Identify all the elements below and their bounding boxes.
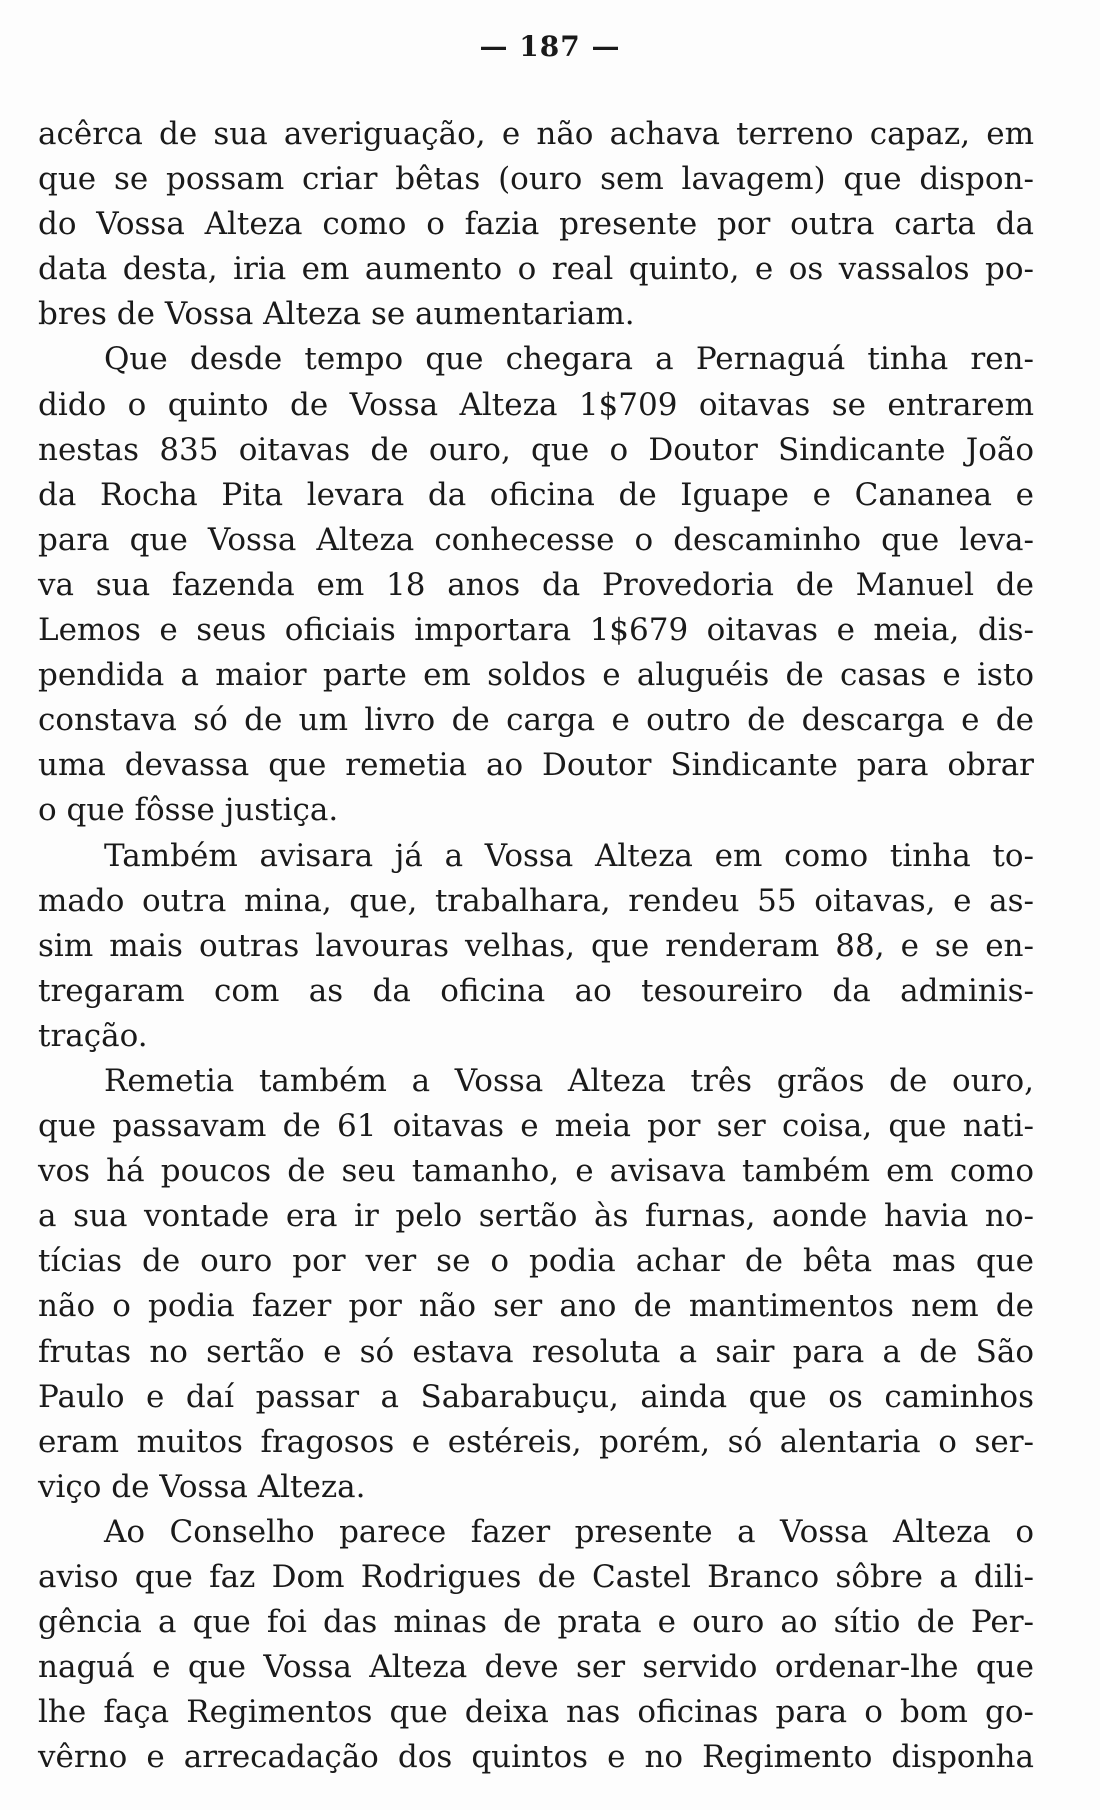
text-line: data desta, iria em aumento o real quinto, e os vassalos po-: [38, 251, 1034, 288]
text-line: dido o quinto de Vossa Alteza 1$709 oitavas se entrarem: [38, 386, 1034, 423]
text-line: Ao Conselho parece fazer presente a Vossa Alteza o: [104, 1513, 1034, 1550]
text-line: bres de Vossa Alteza se aumentariam.: [38, 296, 635, 333]
text-line: tração.: [38, 1017, 148, 1054]
text-line: para que Vossa Alteza conhecesse o descaminho que leva-: [38, 521, 1034, 558]
text-line: o que fôsse justiça.: [38, 792, 339, 829]
text-line: do Vossa Alteza como o fazia presente por outra carta da: [38, 206, 1034, 243]
text-line: pendida a maior parte em soldos e aluguéis de casas e isto: [38, 657, 1034, 694]
text-line: va sua fazenda em 18 anos da Provedoria de Manuel de: [38, 566, 1034, 603]
text-line: naguá e que Vossa Alteza deve ser servido ordenar-lhe que: [38, 1649, 1034, 1686]
text-line: que se possam criar bêtas (ouro sem lavagem) que dispon-: [38, 161, 1034, 198]
text-line: que passavam de 61 oitavas e meia por ser coisa, que nati-: [38, 1108, 1034, 1145]
text-line: mado outra mina, que, trabalhara, rendeu 55 oitavas, e as-: [38, 882, 1034, 919]
text-line: acêrca de sua averiguação, e não achava terreno capaz, em: [38, 116, 1034, 152]
text-line: Lemos e seus oficiais importara 1$679 oitavas e meia, dis-: [38, 612, 1034, 649]
text-line: gência a que foi das minas de prata e ouro ao sítio de Per-: [38, 1604, 1034, 1641]
text-line: viço de Vossa Alteza.: [38, 1468, 366, 1505]
text-line: sim mais outras lavouras velhas, que renderam 88, e se en-: [38, 927, 1034, 964]
text-line: lhe faça Regimentos que deixa nas oficinas para o bom go-: [38, 1694, 1034, 1731]
text-line: Também avisara já a Vossa Alteza em como tinha to-: [104, 837, 1034, 874]
text-line: da Rocha Pita levara da oficina de Iguape e Cananea e: [38, 476, 1034, 513]
page-number: — 187 —: [479, 30, 621, 63]
text-line: vêrno e arrecadação dos quintos e no Regimento disponha: [38, 1739, 1034, 1776]
text-line: eram muitos fragosos e estéreis, porém, só alentaria o ser-: [38, 1423, 1034, 1460]
text-line: tregaram com as da oficina ao tesoureiro da adminis-: [38, 972, 1034, 1009]
text-line: Remetia também a Vossa Alteza três grãos de ouro,: [104, 1062, 1034, 1099]
text-line: tícias de ouro por ver se o podia achar de bêta mas que: [38, 1243, 1034, 1280]
text-line: Que desde tempo que chegara a Pernaguá tinha ren-: [104, 341, 1034, 378]
text-line: Paulo e daí passar a Sabarabuçu, ainda que os caminhos: [38, 1378, 1034, 1415]
text-line: uma devassa que remetia ao Doutor Sindicante para obrar: [38, 747, 1034, 784]
text-line: frutas no sertão e só estava resoluta a sair para a de São: [38, 1333, 1034, 1370]
text-line: não o podia fazer por não ser ano de mantimentos nem de: [38, 1288, 1034, 1325]
text-line: vos há poucos de seu tamanho, e avisava também em como: [38, 1153, 1034, 1190]
text-line: a sua vontade era ir pelo sertão às furnas, aonde havia no-: [38, 1198, 1034, 1235]
body-text: [38, 112, 1034, 1780]
text-line: nestas 835 oitavas de ouro, que o Doutor Sindicante João: [38, 431, 1034, 468]
text-line: constava só de um livro de carga e outro de descarga e de: [38, 702, 1034, 739]
text-line: aviso que faz Dom Rodrigues de Castel Branco sôbre a dili-: [38, 1559, 1034, 1595]
